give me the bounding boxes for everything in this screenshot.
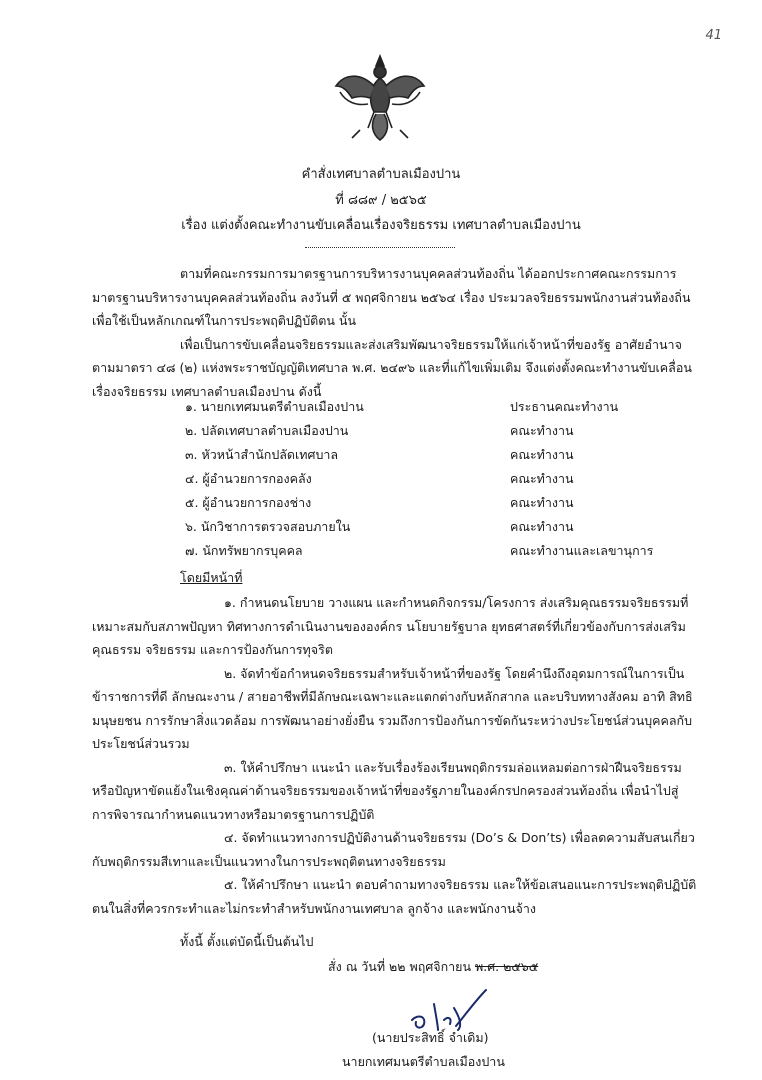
member-role: คณะทำงาน <box>510 447 574 462</box>
garuda-emblem <box>330 52 430 147</box>
member-role: คณะทำงาน <box>510 495 574 510</box>
order-title: คำสั่งเทศบาลตำบลเมืองปาน <box>301 167 461 182</box>
duty-item: ๕. ให้คำปรึกษา แนะนำ ตอบคำถามทางจริยธรรม และให้ข้อเสนอแนะการประพฤติปฏิบัติตนในสิ่งที่ควรกระทำและไม่กระทำสำหรับพนักงานเทศบาล ลูกจ้าง และพนักงานจ้าง <box>92 877 697 916</box>
member-role: คณะทำงาน <box>510 519 574 534</box>
member-name: ๔. ผู้อำนวยการกองคลัง <box>185 471 312 486</box>
signer-name: (นายประสิทธิ์ จำเดิม) <box>372 1030 489 1045</box>
intro-paragraph-2: เพื่อเป็นการขับเคลื่อนจริยธรรมและส่งเสริมพัฒนาจริยธรรมให้แก่เจ้าหน้าที่ของรัฐ อาศัยอำนาจตามมาตรา ๔๘ (๒) แห่งพระราชบัญญัติเทศบาล พ.ศ. ๒๔๙๖ และที่แก้ไขเพิ่มเติม จึงแต่งตั้งคณะทำงานขับเคลื่อนเรื่องจริยธรรม เทศบาลตำบลเมืองปาน ดังนี้ <box>92 336 692 399</box>
member-name: ๗. นักทรัพยากรบุคคล <box>185 543 303 558</box>
member-role: คณะทำงาน <box>510 471 574 486</box>
member-role: คณะทำงาน <box>510 423 574 438</box>
member-name: ๖. นักวิชาการตรวจสอบภายใน <box>185 519 351 534</box>
member-name: ๓. หัวหน้าสำนักปลัดเทศบาล <box>185 447 339 462</box>
separator-line <box>305 247 455 248</box>
duty-item: ๒. จัดทำข้อกำหนดจริยธรรมสำหรับเจ้าหน้าที่ของรัฐ โดยคำนึงถึงอุดมการณ์ในการเป็นข้าราชการที่ดี ลักษณะงาน / สายอาชีพที่มีลักษณะเฉพาะและแตกต่างกับหลักสากล และบริบททางสังคม อาทิ สิทธิมนุษยชน การรักษาสิ่งแวดล้อม การพัฒนาอย่างยั่งยืน รวมถึงการป้องกันการขัดกันระหว่างประโยชน์ส่วนบุคคลกับประโยชน์ส่วนรวม <box>92 665 693 751</box>
duties-list <box>92 591 697 920</box>
effective-statement: ทั้งนี้ ตั้งแต่บัดนี้เป็นต้นไป <box>180 934 314 949</box>
member-role: ประธานคณะทำงาน <box>510 399 619 414</box>
order-date-prefix: สั่ง ณ วันที่ ๒๒ พฤศจิกายน <box>328 959 472 974</box>
order-number: ที่ ๘๘๙ / ๒๕๖๕ <box>335 193 427 208</box>
member-name: ๒. ปลัดเทศบาลตำบลเมืองปาน <box>185 423 349 438</box>
intro-paragraphs <box>92 262 697 403</box>
member-name: ๕. ผู้อำนวยการกองช่าง <box>185 495 312 510</box>
member-name: ๑. นายกเทศมนตรีตำบลเมืองปาน <box>185 399 364 414</box>
duties-heading: โดยมีหน้าที่ <box>180 570 243 585</box>
duty-item: ๓. ให้คำปรึกษา แนะนำ และรับเรื่องร้องเรียนพฤติกรรมล่อแหลมต่อการฝ่าฝืนจริยธรรมหรือปัญหาขัดแย้งในเชิงคุณค่าด้านจริยธรรมของเจ้าหน้าที่ของรัฐภายในองค์กรปกครองส่วนท้องถิ่น เพื่อนำไปสู่การพิจารณากำหนดแนวทางหรือมาตรฐานการปฏิบัติ <box>92 759 682 822</box>
signer-position: นายกเทศมนตรีตำบลเมืองปาน <box>342 1054 505 1069</box>
order-date <box>328 957 538 977</box>
duty-item: ๔. จัดทำแนวทางการปฏิบัติงานด้านจริยธรรม (Do’s & Don’ts) เพื่อลดความสับสนเกี่ยวกับพฤติกรรมสีเทาและเป็นแนวทางในการประพฤติตนทางจริยธรรม <box>92 830 695 869</box>
duty-item: ๑. กำหนดนโยบาย วางแผน และกำหนดกิจกรรม/โครงการ ส่งเสริมคุณธรรมจริยธรรมที่เหมาะสมกับสภาพปัญหา ทิศทางการดำเนินงานขององค์กร นโยบายรัฐบาล ยุทธศาสตร์ที่เกี่ยวข้องกับการส่งเสริมคุณธรรม จริยธรรม และการป้องกันการทุจริต <box>92 595 689 657</box>
order-date-year: พ.ศ. ๒๕๖๕ <box>475 959 539 974</box>
member-role: คณะทำงานและเลขานุการ <box>510 543 654 558</box>
page-number: 41 <box>705 28 722 43</box>
intro-paragraph-1: ตามที่คณะกรรมการมาตรฐานการบริหารงานบุคคลส่วนท้องถิ่น ได้ออกประกาศคณะกรรมการมาตรฐานบริหารงานบุคคลส่วนท้องถิ่น ลงวันที่ ๕ พฤศจิกายน ๒๕๖๔ เรื่อง ประมวลจริยธรรมพนักงานส่วนท้องถิ่น เพื่อใช้เป็นหลักเกณฑ์ในการประพฤติปฏิบัติตน นั้น <box>92 266 691 328</box>
order-subject: เรื่อง แต่งตั้งคณะทำงานขับเคลื่อนเรื่องจริยธรรม เทศบาลตำบลเมืองปาน <box>181 218 581 233</box>
